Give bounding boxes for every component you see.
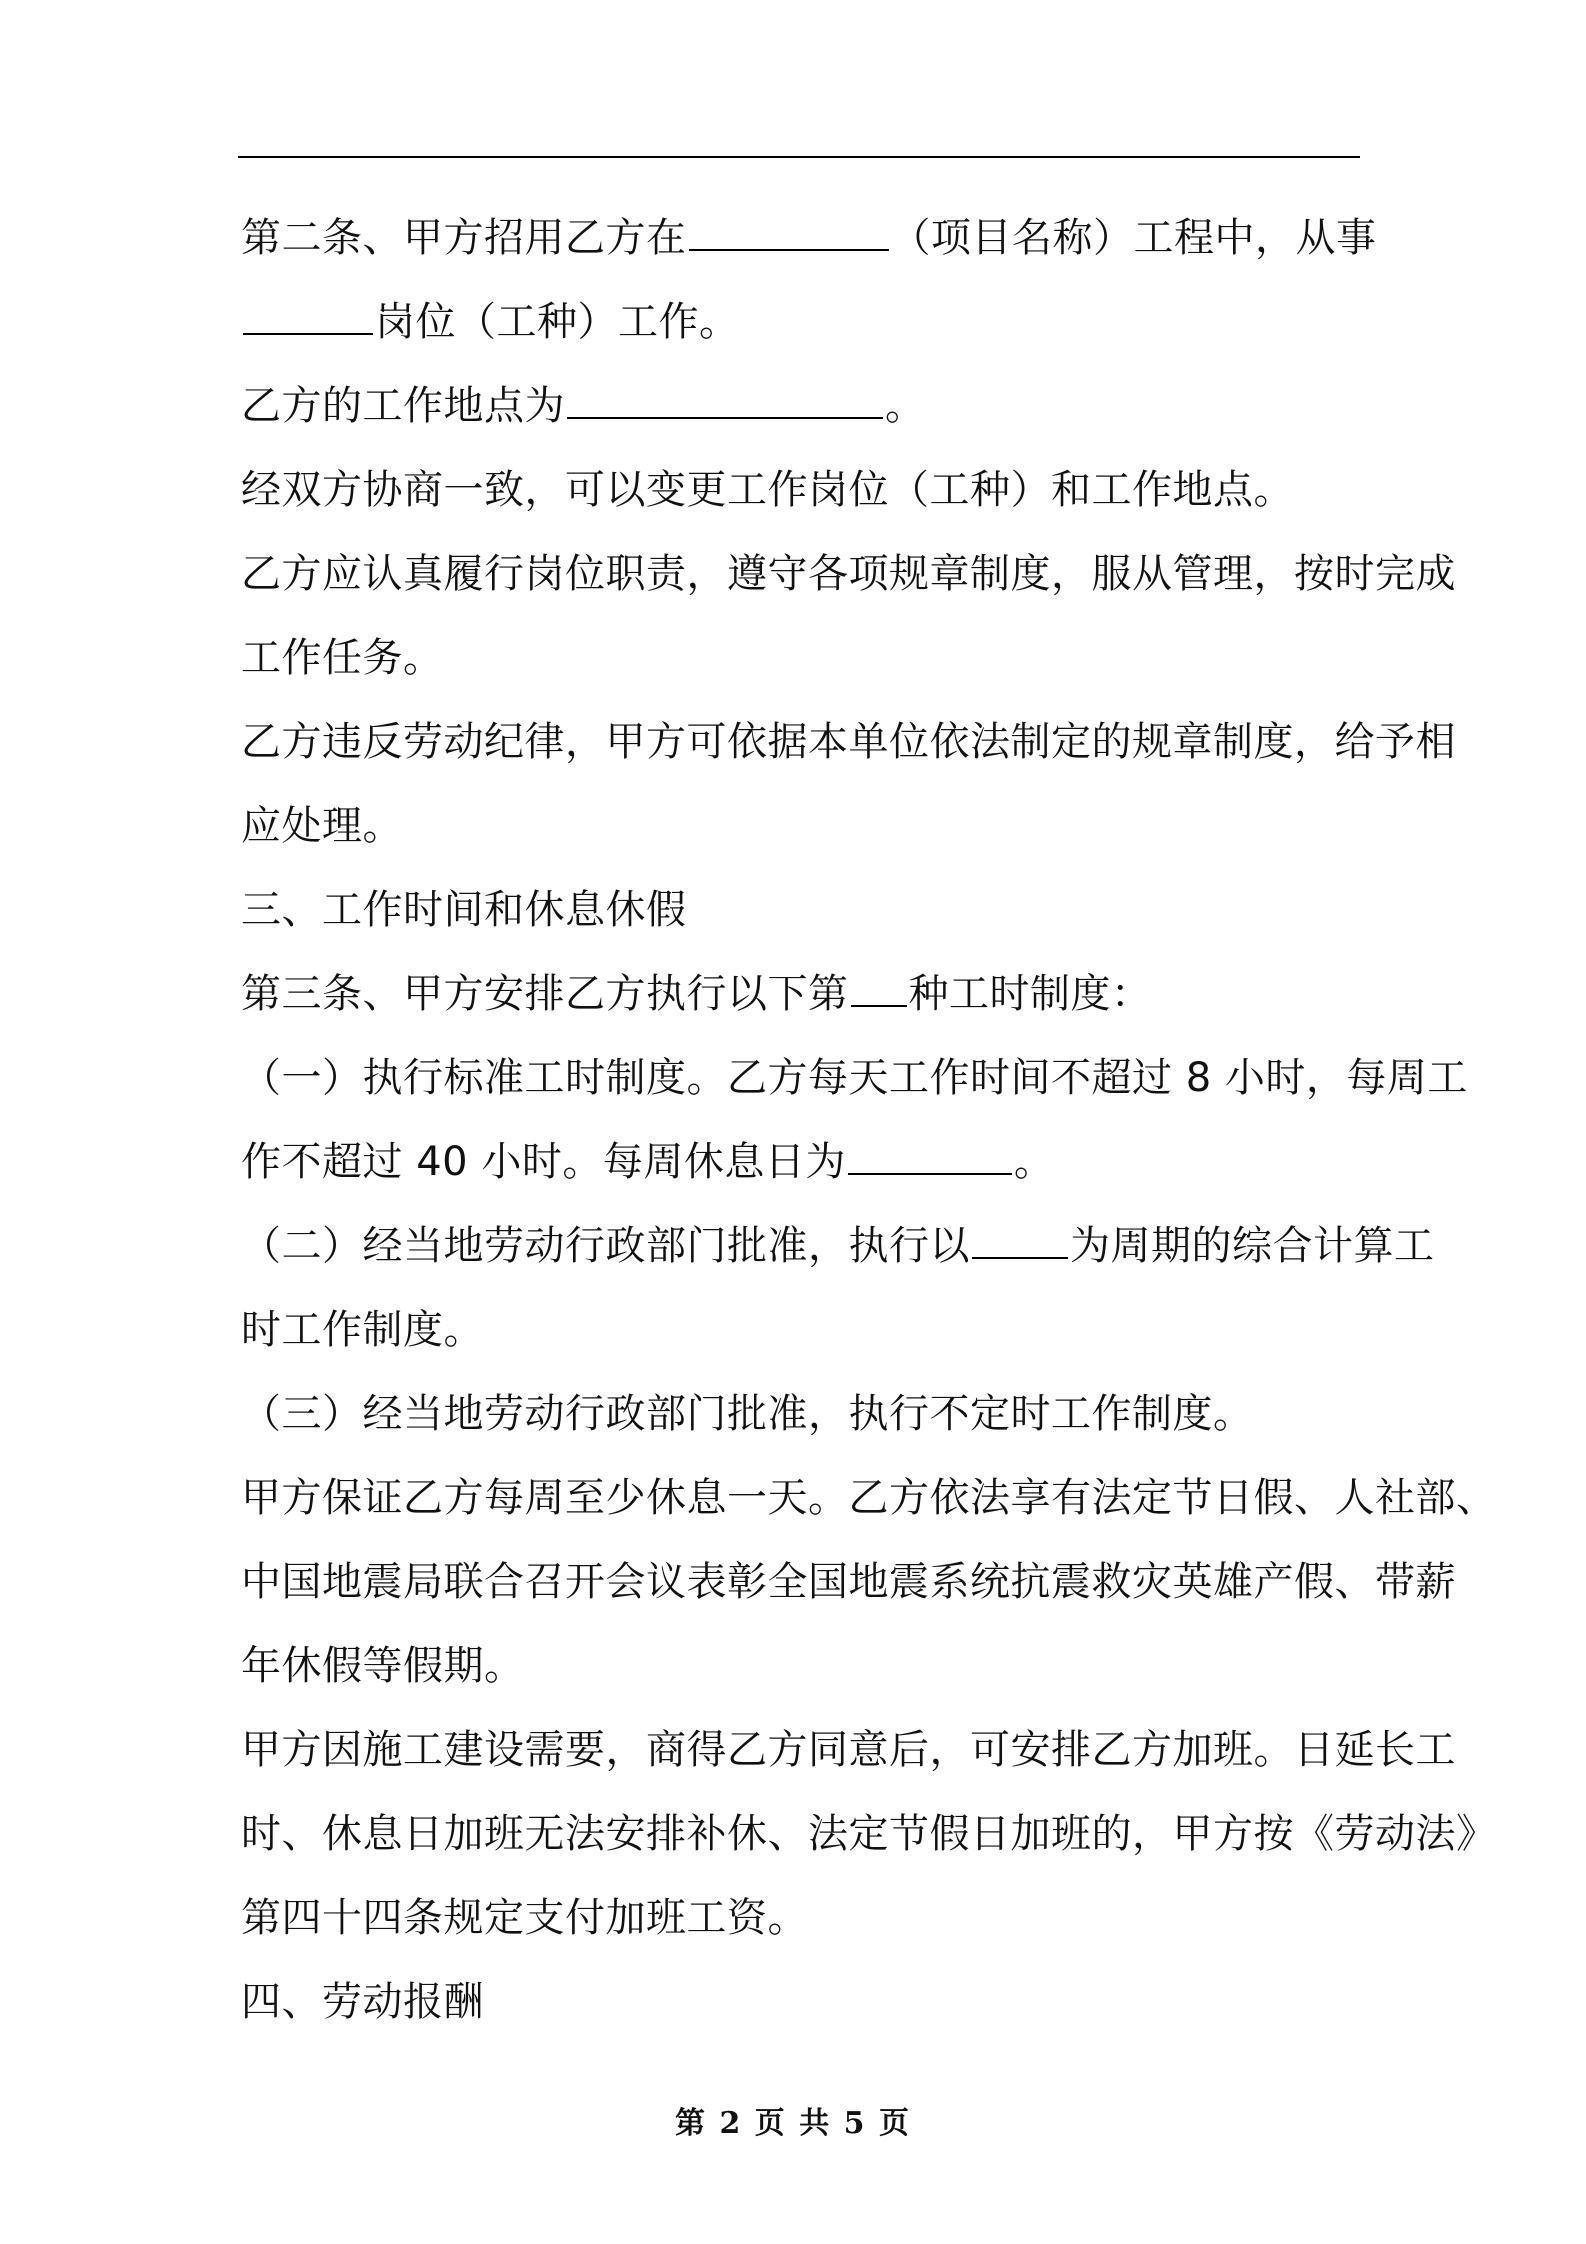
paragraph-line (241, 1708, 1456, 1792)
paragraph-line (241, 364, 1362, 448)
fill-in-blank (851, 971, 907, 1007)
paragraph-line (241, 1792, 1497, 1876)
paragraph-line (241, 280, 1362, 364)
line-text: 三、工作时间和休息休假 (241, 887, 687, 933)
line-text: 甲方因施工建设需要，商得乙方同意后，可安排乙方加班。日延长工 (241, 1727, 1456, 1773)
fill-in-blank (567, 383, 883, 419)
paragraph-line (241, 868, 1362, 952)
paragraph-line (241, 196, 1377, 280)
paragraph-line (241, 532, 1456, 616)
line-text: 第四十四条规定支付加班工资。 (241, 1895, 808, 1941)
paragraph-line (241, 1624, 1362, 1708)
line-text: 甲方保证乙方每周至少休息一天。乙方依法享有法定节日假、人社部、 (241, 1475, 1497, 1521)
page-number: 第 2 页 共 5 页 (675, 2106, 911, 2141)
line-text: 四、劳动报酬 (241, 1979, 484, 2025)
paragraph-line (241, 1960, 1362, 2044)
paragraph-line (241, 616, 1362, 700)
line-text: （项目名称）工程中，从事 (890, 215, 1377, 261)
line-text: （一）执行标准工时制度。乙方每天工作时间不超过 8 小时，每周工 (241, 1055, 1468, 1101)
line-text: 为周期的综合计算工 (1070, 1223, 1435, 1269)
paragraph-line (241, 448, 1362, 532)
line-text: 种工时制度： (908, 971, 1152, 1017)
line-text: 应处理。 (241, 803, 403, 849)
line-text: 。 (885, 383, 926, 429)
paragraph-line (241, 952, 1362, 1036)
line-text: 时、休息日加班无法安排补休、法定节假日加班的，甲方按《劳动法》 (241, 1811, 1497, 1857)
paragraph-line (241, 1456, 1497, 1540)
line-text: 乙方应认真履行岗位职责，遵守各项规章制度，服从管理，按时完成 (241, 551, 1456, 597)
fill-in-blank (689, 215, 889, 251)
line-text: 中国地震局联合召开会议表彰全国地震系统抗震救灾英雄产假、带薪 (241, 1559, 1456, 1605)
line-text: （二）经当地劳动行政部门批准，执行以 (241, 1223, 970, 1269)
paragraph-line (241, 1876, 1362, 1960)
fill-in-blank (972, 1223, 1068, 1259)
fill-in-blank (243, 299, 373, 335)
line-text: 乙方的工作地点为 (241, 383, 565, 429)
paragraph-line (241, 700, 1456, 784)
line-text: 。 (1013, 1139, 1055, 1185)
paragraph-line (241, 1204, 1435, 1288)
document-body (241, 196, 1497, 2044)
line-text: （三）经当地劳动行政部门批准，执行不定时工作制度。 (241, 1391, 1254, 1437)
paragraph-line (241, 784, 1362, 868)
fill-in-blank (848, 1139, 1012, 1175)
line-text: 经双方协商一致，可以变更工作岗位（工种）和工作地点。 (241, 467, 1294, 513)
paragraph-line (241, 1288, 1362, 1372)
line-text: 第三条、甲方安排乙方执行以下第 (241, 971, 849, 1017)
line-text: 年休假等假期。 (241, 1643, 525, 1689)
line-text: 作不超过 40 小时。每周休息日为 (241, 1139, 846, 1185)
header-rule (238, 156, 1360, 158)
line-text: 工作任务。 (241, 635, 444, 681)
paragraph-line (241, 1036, 1468, 1120)
paragraph-line (241, 1540, 1456, 1624)
line-text: 第二条、甲方招用乙方在 (241, 215, 687, 261)
paragraph-line (241, 1372, 1362, 1456)
line-text: 乙方违反劳动纪律，甲方可依据本单位依法制定的规章制度，给予相 (241, 719, 1456, 765)
line-text: 岗位（工种）工作。 (375, 299, 740, 345)
paragraph-line (241, 1120, 1362, 1204)
line-text: 时工作制度。 (241, 1307, 484, 1353)
